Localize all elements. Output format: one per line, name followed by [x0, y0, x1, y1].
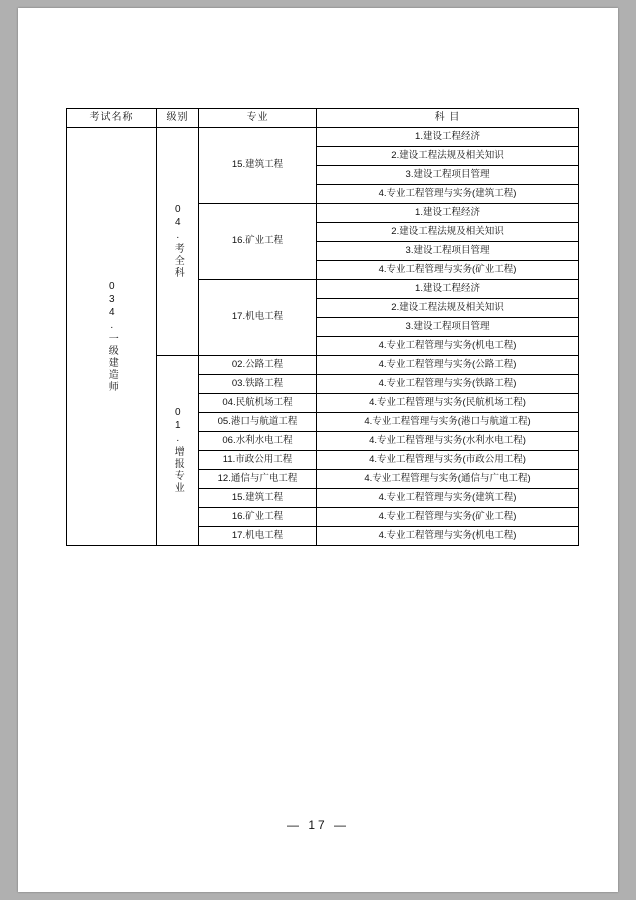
table-container [66, 108, 578, 546]
header-subject: 科 目 [317, 109, 579, 128]
subject-cell: 1.建设工程经济 [317, 128, 579, 147]
subject-cell: 4.专业工程管理与实务(民航机场工程) [317, 394, 579, 413]
subject-cell: 2.建设工程法规及相关知识 [317, 299, 579, 318]
subject-cell: 4.专业工程管理与实务(铁路工程) [317, 375, 579, 394]
exam-subjects-table [66, 108, 579, 546]
major-cell: 15.建筑工程 [199, 128, 317, 204]
subject-cell: 4.专业工程管理与实务(建筑工程) [317, 489, 579, 508]
major-cell: 17.机电工程 [199, 280, 317, 356]
major-cell: 02.公路工程 [199, 356, 317, 375]
major-cell: 15.建筑工程 [199, 489, 317, 508]
level-additional-label: 01.增报专业 [172, 407, 184, 494]
subject-cell: 4.专业工程管理与实务(矿业工程) [317, 508, 579, 527]
subject-cell: 4.专业工程管理与实务(公路工程) [317, 356, 579, 375]
page-number: — 17 — [286, 818, 349, 832]
subject-cell: 3.建设工程项目管理 [317, 242, 579, 261]
subject-cell: 2.建设工程法规及相关知识 [317, 147, 579, 166]
major-cell: 03.铁路工程 [199, 375, 317, 394]
subject-cell: 4.专业工程管理与实务(市政公用工程) [317, 451, 579, 470]
subject-cell: 4.专业工程管理与实务(水利水电工程) [317, 432, 579, 451]
subject-cell: 2.建设工程法规及相关知识 [317, 223, 579, 242]
major-cell: 16.矿业工程 [199, 508, 317, 527]
subject-cell: 4.专业工程管理与实务(建筑工程) [317, 185, 579, 204]
subject-cell: 4.专业工程管理与实务(矿业工程) [317, 261, 579, 280]
table-header-row [67, 109, 579, 128]
subject-cell: 4.专业工程管理与实务(通信与广电工程) [317, 470, 579, 489]
table-row [67, 128, 579, 147]
level-cell-additional [157, 356, 199, 546]
major-cell: 04.民航机场工程 [199, 394, 317, 413]
subject-cell: 4.专业工程管理与实务(机电工程) [317, 527, 579, 546]
major-cell: 17.机电工程 [199, 527, 317, 546]
exam-name-text: 034.一级建造师 [106, 280, 118, 393]
document-page [18, 8, 618, 892]
major-cell: 16.矿业工程 [199, 204, 317, 280]
subject-cell: 1.建设工程经济 [317, 280, 579, 299]
header-level: 级别 [157, 109, 199, 128]
major-cell: 06.水利水电工程 [199, 432, 317, 451]
subject-cell: 3.建设工程项目管理 [317, 166, 579, 185]
major-cell: 12.通信与广电工程 [199, 470, 317, 489]
subject-cell: 3.建设工程项目管理 [317, 318, 579, 337]
major-cell: 05.港口与航道工程 [199, 413, 317, 432]
header-exam-name: 考试名称 [67, 109, 157, 128]
level-full-label: 04.考全科 [172, 204, 184, 279]
exam-name-cell [67, 128, 157, 546]
major-cell: 11.市政公用工程 [199, 451, 317, 470]
level-cell-full [157, 128, 199, 356]
subject-cell: 4.专业工程管理与实务(机电工程) [317, 337, 579, 356]
subject-cell: 4.专业工程管理与实务(港口与航道工程) [317, 413, 579, 432]
header-major: 专业 [199, 109, 317, 128]
subject-cell: 1.建设工程经济 [317, 204, 579, 223]
